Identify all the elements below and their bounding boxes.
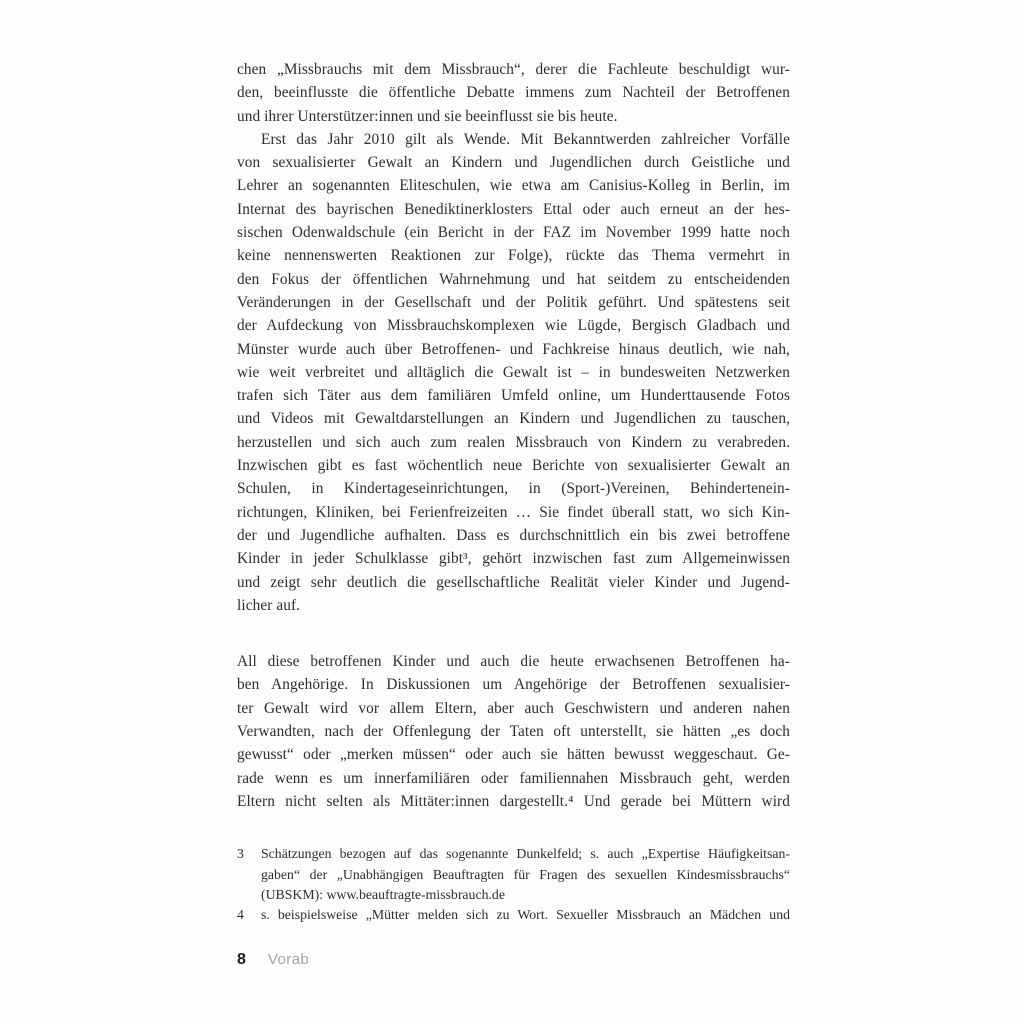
text-line: von sexualisierter Gewalt an Kindern und Jugendlichen durch Geistliche und xyxy=(237,154,790,172)
text-line: rade wenn es um innerfamiliären oder familiennahen Missbrauch geht, werden xyxy=(237,769,790,787)
text-line: richtungen, Kliniken, bei Ferienfreizeiten … Sie findet überall statt, wo sich Kin- xyxy=(237,503,790,521)
text-line: keine nennenswerten Reaktionen zur Folge), rückte das Thema vermehrt in xyxy=(237,247,790,265)
text-line: All diese betroffenen Kinder und auch die heute erwachsenen Betroffenen ha- xyxy=(237,653,790,671)
text-line: Lehrer an sogenannten Eliteschulen, wie etwa am Canisius-Kolleg in Berlin, im xyxy=(237,177,790,195)
footnote-number: 4 xyxy=(237,907,244,923)
footnote-line: Schätzungen bezogen auf das sogenannte Dunkelfeld; s. auch „Expertise Häufigkeitsan- xyxy=(261,846,790,862)
text-line: trafen sich Täter aus dem familiären Umfeld online, um Hunderttausende Fotos xyxy=(237,387,790,405)
text-line: den, beeinflusste die öffentliche Debatte immens zum Nachteil der Betroffenen xyxy=(237,84,790,102)
footnote-line: gaben“ der „Unabhängigen Beauftragten für Fragen des sexuellen Kindesmissbrauchs“ xyxy=(261,866,790,882)
text-block xyxy=(237,58,790,925)
text-line: sischen Odenwaldschule (ein Bericht in der FAZ im November 1999 hatte noch xyxy=(237,224,790,242)
footnote-item xyxy=(237,844,790,905)
text-line: chen „Missbrauchs mit dem Missbrauch“, derer die Fachleute beschuldigt wur- xyxy=(237,61,790,78)
text-line: herzustellen und sich auch zum realen Missbrauch von Kindern zu verabreden. xyxy=(237,433,790,451)
text-line: Kinder in jeder Schulklasse gibt³, gehört inzwischen fast zum Allgemeinwissen xyxy=(237,550,790,568)
footnote-line: s. beispielsweise „Mütter melden sich zu Wort. Sexueller Missbrauch an Mädchen und xyxy=(261,907,790,923)
paragraph xyxy=(237,58,790,128)
text-line: der Aufdeckung von Missbrauchskomplexen wie Lügde, Bergisch Gladbach und xyxy=(237,317,790,335)
footnote-text xyxy=(261,905,790,925)
paragraph xyxy=(237,128,790,617)
page-number: 8 xyxy=(237,951,246,968)
body-paragraphs xyxy=(237,58,790,813)
text-line: gewusst“ oder „merken müssen“ oder auch sie hätten bewusst weggeschaut. Ge- xyxy=(237,746,790,764)
text-line: wie weit verbreitet und alltäglich die Gewalt ist – in bundesweiten Netzwerken xyxy=(237,363,790,381)
text-line: der und Jugendliche aufhalten. Dass es durchschnittlich ein bis zwei betroffene xyxy=(237,526,790,544)
text-line: ter Gewalt wird vor allem Eltern, aber auch Geschwistern und anderen nahen xyxy=(237,699,790,717)
footnote-number: 3 xyxy=(237,846,244,862)
section-label: Vorab xyxy=(267,951,310,968)
footnote-line: (UBSKM): www.beauftragte-missbrauch.de xyxy=(261,886,505,902)
text-line: Veränderungen in der Gesellschaft und der Politik geführt. Und spätestens seit xyxy=(237,293,790,311)
text-line: Inzwischen gibt es fast wöchentlich neue Berichte von sexualisierter Gewalt an xyxy=(237,457,790,475)
text-line: und ihrer Unterstützer:innen und sie beeinflusst sie bis heute. xyxy=(237,107,618,125)
text-line: Erst das Jahr 2010 gilt als Wende. Mit Bekanntwerden zahlreicher Vorfälle xyxy=(261,130,790,148)
footnotes-section xyxy=(237,844,790,925)
page-footer xyxy=(237,951,309,969)
text-line: Internat des bayrischen Benediktinerklosters Ettal oder auch erneut an der hes- xyxy=(237,200,790,218)
text-line: Münster wurde auch über Betroffenen- und Fachkreise hinaus deutlich, wie nah, xyxy=(237,340,790,358)
text-line: und zeigt sehr deutlich die gesellschaftliche Realität vieler Kinder und Jugend- xyxy=(237,573,790,591)
text-line: Eltern nicht selten als Mittäter:innen dargestellt.⁴ Und gerade bei Müttern wird xyxy=(237,792,790,810)
footnote-item xyxy=(237,905,790,925)
text-line: Verwandten, nach der Offenlegung der Taten oft unterstellt, sie hätten „es doch xyxy=(237,723,790,741)
paragraph xyxy=(237,650,790,813)
text-line: ben Angehörige. In Diskussionen um Angehörige der Betroffenen sexualisier- xyxy=(237,676,790,694)
text-line: den Fokus der öffentlichen Wahrnehmung und hat seitdem zu entscheidenden xyxy=(237,270,790,288)
footnote-text xyxy=(261,844,790,905)
text-line: licher auf. xyxy=(237,596,301,614)
text-line: Schulen, in Kindertageseinrichtungen, in (Sport-)Vereinen, Behindertenein- xyxy=(237,480,790,498)
text-line: und Videos mit Gewaltdarstellungen an Kindern und Jugendlichen zu tauschen, xyxy=(237,410,790,428)
